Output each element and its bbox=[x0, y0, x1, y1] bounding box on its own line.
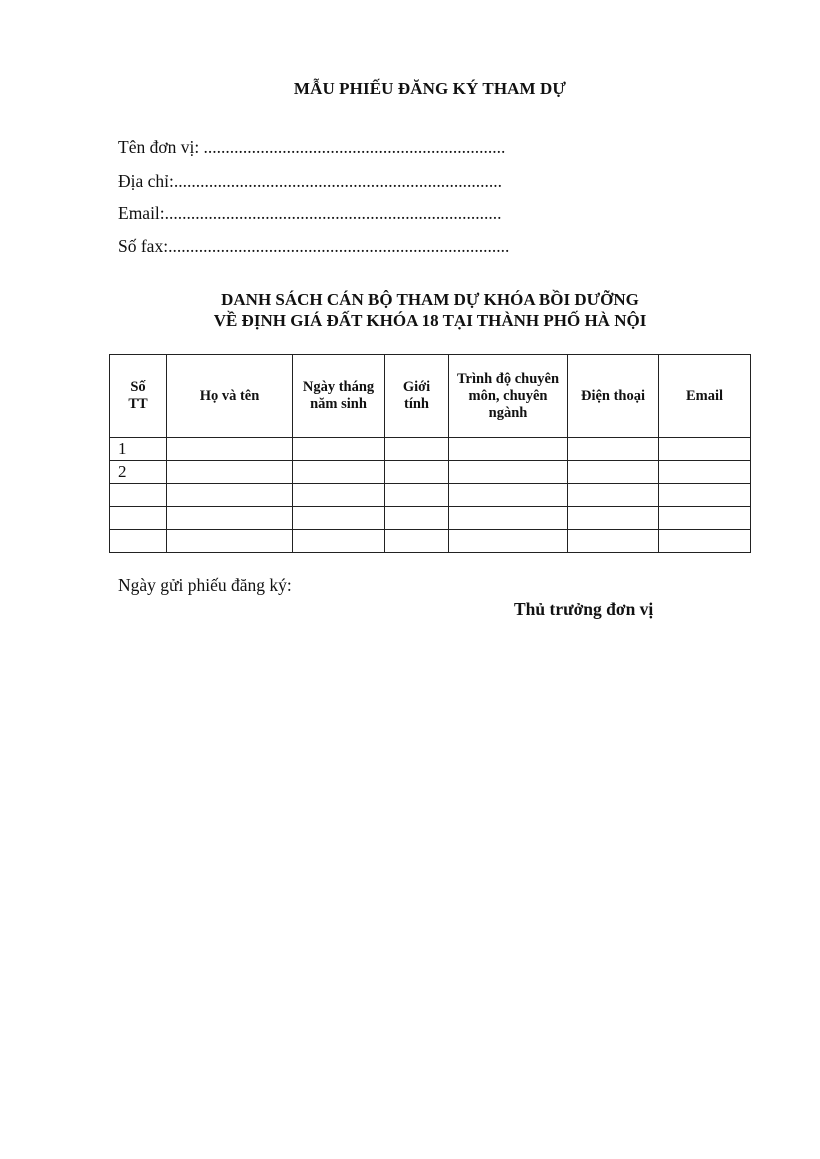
table-cell bbox=[167, 507, 293, 530]
table-cell bbox=[449, 507, 568, 530]
table-cell bbox=[568, 438, 659, 461]
list-title bbox=[0, 289, 820, 331]
table-cell bbox=[293, 530, 385, 553]
table-cell bbox=[659, 484, 751, 507]
header-birth-date: Ngày tháng năm sinh bbox=[293, 355, 385, 438]
table-cell bbox=[659, 507, 751, 530]
sent-date-label: Ngày gửi phiếu đăng ký: bbox=[118, 575, 292, 595]
table-cell bbox=[293, 507, 385, 530]
table-row bbox=[110, 530, 751, 553]
table-cell bbox=[385, 461, 449, 484]
registration-table bbox=[109, 354, 751, 553]
table-cell bbox=[110, 530, 167, 553]
table-cell bbox=[449, 438, 568, 461]
table-row bbox=[110, 438, 751, 461]
table-row bbox=[110, 507, 751, 530]
table-cell bbox=[293, 461, 385, 484]
table-cell bbox=[385, 438, 449, 461]
table-cell: 1 bbox=[110, 438, 167, 461]
table-cell bbox=[110, 484, 167, 507]
table-cell: 2 bbox=[110, 461, 167, 484]
table-cell bbox=[568, 507, 659, 530]
table-cell bbox=[167, 484, 293, 507]
field-email: Email:............................................................................. bbox=[118, 203, 502, 223]
table-cell bbox=[659, 530, 751, 553]
table-cell bbox=[385, 484, 449, 507]
table-cell bbox=[110, 507, 167, 530]
header-gender: Giới tính bbox=[385, 355, 449, 438]
table-cell bbox=[659, 438, 751, 461]
table-cell bbox=[385, 507, 449, 530]
table-cell bbox=[568, 461, 659, 484]
page-title: MẪU PHIẾU ĐĂNG KÝ THAM DỰ bbox=[293, 79, 567, 98]
table-cell bbox=[167, 530, 293, 553]
table-cell bbox=[449, 530, 568, 553]
header-stt: Số TT bbox=[110, 355, 167, 438]
table-cell bbox=[568, 484, 659, 507]
header-qualification: Trình độ chuyên môn, chuyên ngành bbox=[449, 355, 568, 438]
list-title-line2: VỀ ĐỊNH GIÁ ĐẤT KHÓA 18 TẠI THÀNH PHỐ HÀ NỘI bbox=[213, 311, 647, 330]
table-cell bbox=[449, 461, 568, 484]
table-cell bbox=[659, 461, 751, 484]
field-unit-name: Tên đơn vị: ..................................................................... bbox=[118, 137, 506, 157]
table-cell bbox=[293, 484, 385, 507]
table-row bbox=[110, 484, 751, 507]
table-cell bbox=[167, 461, 293, 484]
field-address: Địa chỉ:........................................................................... bbox=[118, 171, 503, 191]
table-row bbox=[110, 461, 751, 484]
header-phone: Điện thoại bbox=[568, 355, 659, 438]
table-cell bbox=[167, 438, 293, 461]
signer-title: Thủ trưởng đơn vị bbox=[514, 599, 654, 619]
table-cell bbox=[568, 530, 659, 553]
table-cell bbox=[293, 438, 385, 461]
list-title-line1: DANH SÁCH CÁN BỘ THAM DỰ KHÓA BỒI DƯỠNG bbox=[221, 290, 639, 309]
table-cell bbox=[449, 484, 568, 507]
header-full-name: Họ và tên bbox=[167, 355, 293, 438]
table-cell bbox=[385, 530, 449, 553]
table-header-row bbox=[110, 355, 751, 438]
header-email: Email bbox=[659, 355, 751, 438]
field-fax: Số fax:.............................................................................. bbox=[118, 236, 510, 256]
